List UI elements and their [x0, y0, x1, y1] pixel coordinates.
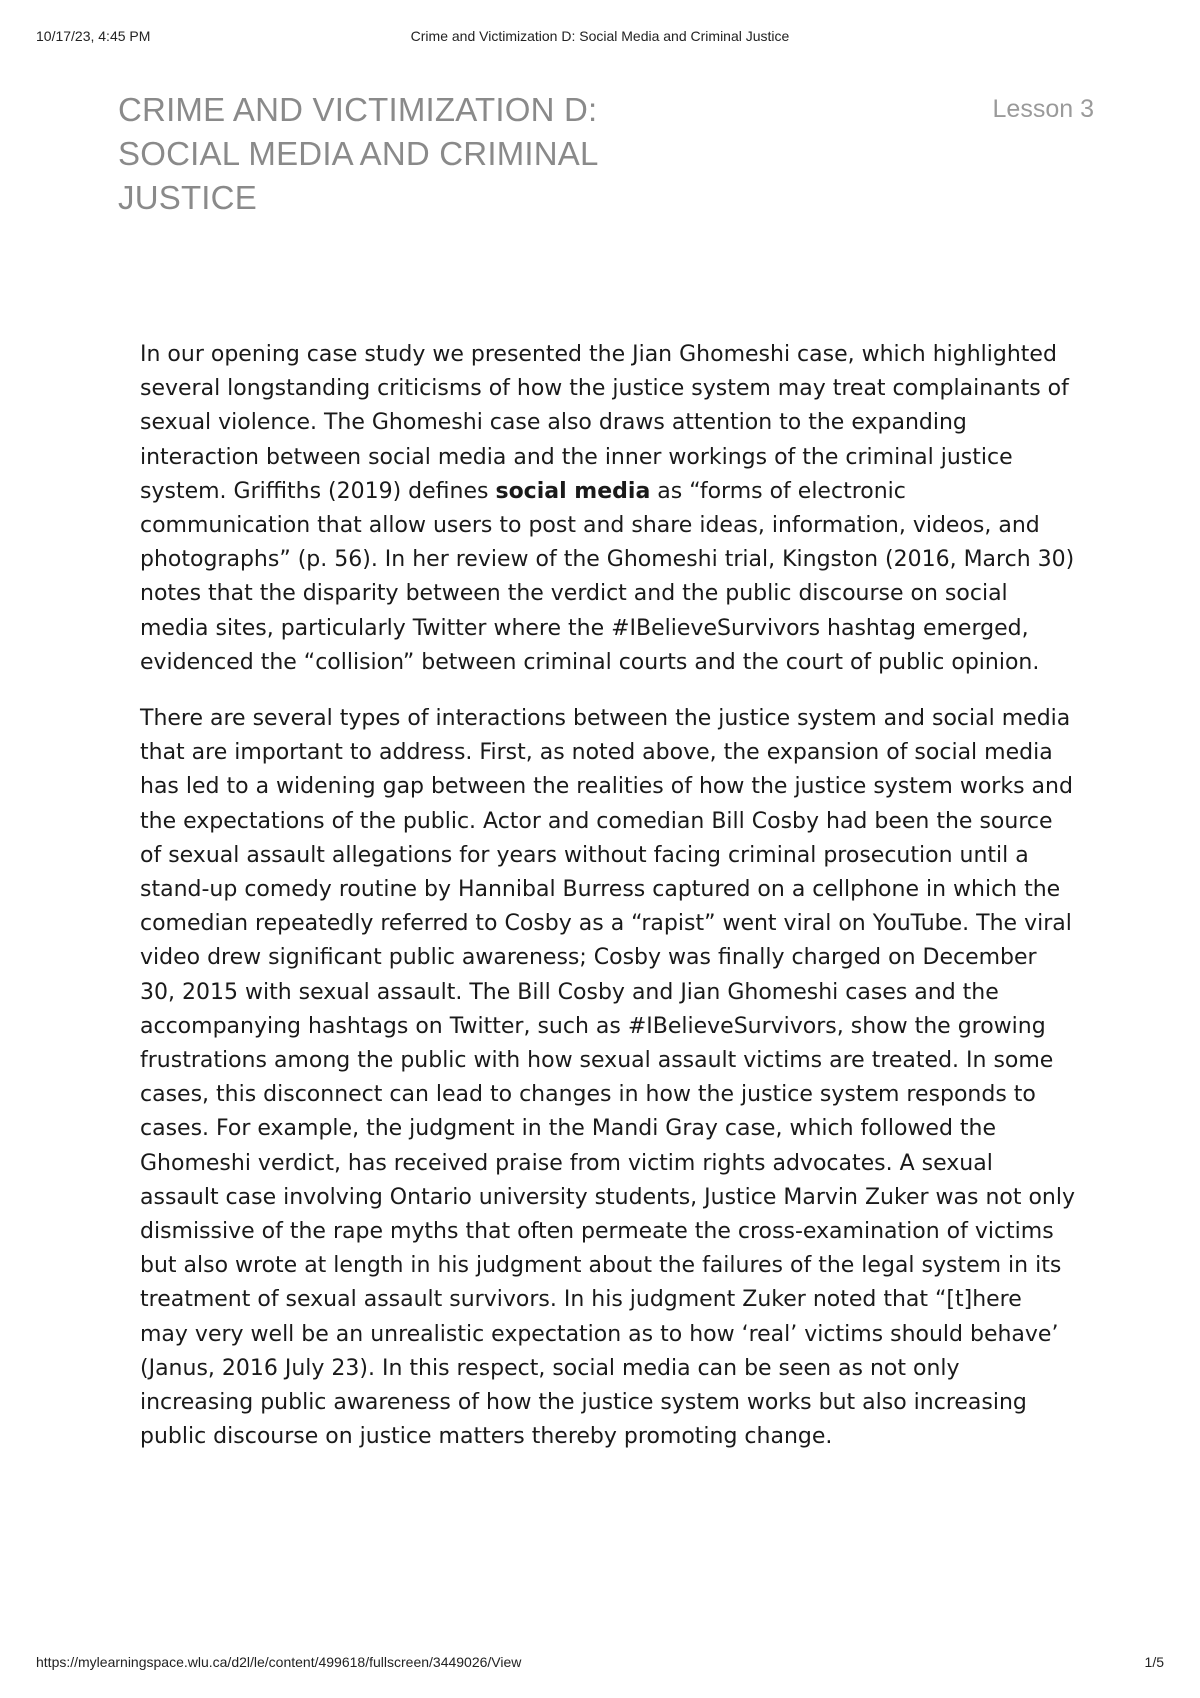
paragraph-1: [140, 338, 1075, 680]
page-title: CRIME AND VICTIMIZATION D: SOCIAL MEDIA AND CRIMINAL JUSTICE: [118, 91, 598, 216]
lesson-label: Lesson 3: [992, 95, 1094, 123]
key-term-social-media: social media: [495, 478, 651, 504]
paragraph-1-text-b: as “forms of electronic communication that allow users to post and share ideas, information, videos, and photographs” (p. 56). In her review of the Ghomeshi trial, Kingston (2016, March 30) notes that the disparity between the verdict and the public discourse on social media sites, particularly Twitter where the #IBelieveSurvivors hashtag emerged, evidenced the “collision” between criminal courts and the court of public opinion.: [140, 478, 1075, 675]
print-footer: [36, 1654, 1164, 1674]
title-block: [118, 88, 638, 220]
print-url: https://mylearningspace.wlu.ca/d2l/le/content/499618/fullscreen/3449026/View: [36, 1654, 522, 1670]
print-doc-title: Crime and Victimization D: Social Media and Criminal Justice: [410, 28, 790, 44]
lesson-content: [140, 338, 1075, 1477]
print-datetime: 10/17/23, 4:45 PM: [36, 28, 151, 44]
page-number: 1/5: [1144, 1654, 1164, 1670]
paragraph-1-text-a: In our opening case study we presented the Jian Ghomeshi case, which highlighted several longstanding criticisms of how the justice system may treat complainants of sexual violence. The Ghomeshi case also draws attention to the expanding interaction between social media and the inner workings of the criminal justice system. Griffiths (2019) defines: [140, 342, 1069, 504]
print-header: [36, 28, 1164, 52]
paragraph-2: There are several types of interactions between the justice system and social media that are important to address. First, as noted above, the expansion of social media has led to a widening gap between the realities of how the justice system works and the expectations of the public. Actor and comedian Bill Cosby had been the source of sexual assault allegations for years without facing criminal prosecution until a stand-up comedy routine by Hannibal Burress captured on a cellphone in which the comedian repeatedly referred to Cosby as a “rapist” went viral on YouTube. The viral video drew significant public awareness; Cosby was finally charged on December 30, 2015 with sexual assault. The Bill Cosby and Jian Ghomeshi cases and the accompanying hashtags on Twitter, such as #IBelieveSurvivors, show the growing frustrations among the public with how sexual assault victims are treated. In some cases, this disconnect can lead to changes in how the justice system responds to cases. For example, the judgment in the Mandi Gray case, which followed the Ghomeshi verdict, has received praise from victim rights advocates. A sexual assault case involving Ontario university students, Justice Marvin Zuker was not only dismissive of the rape myths that often permeate the cross-examination of victims but also wrote at length in his judgment about the failures of the legal system in its treatment of sexual assault survivors. In his judgment Zuker noted that “[t]here may very well be an unrealistic expectation as to how ‘real’ victims should behave’ (Janus, 2016 July 23). In this respect, social media can be seen as not only increasing public awareness of how the justice system works but also increasing public discourse on justice matters thereby promoting change.: [140, 706, 1076, 1450]
